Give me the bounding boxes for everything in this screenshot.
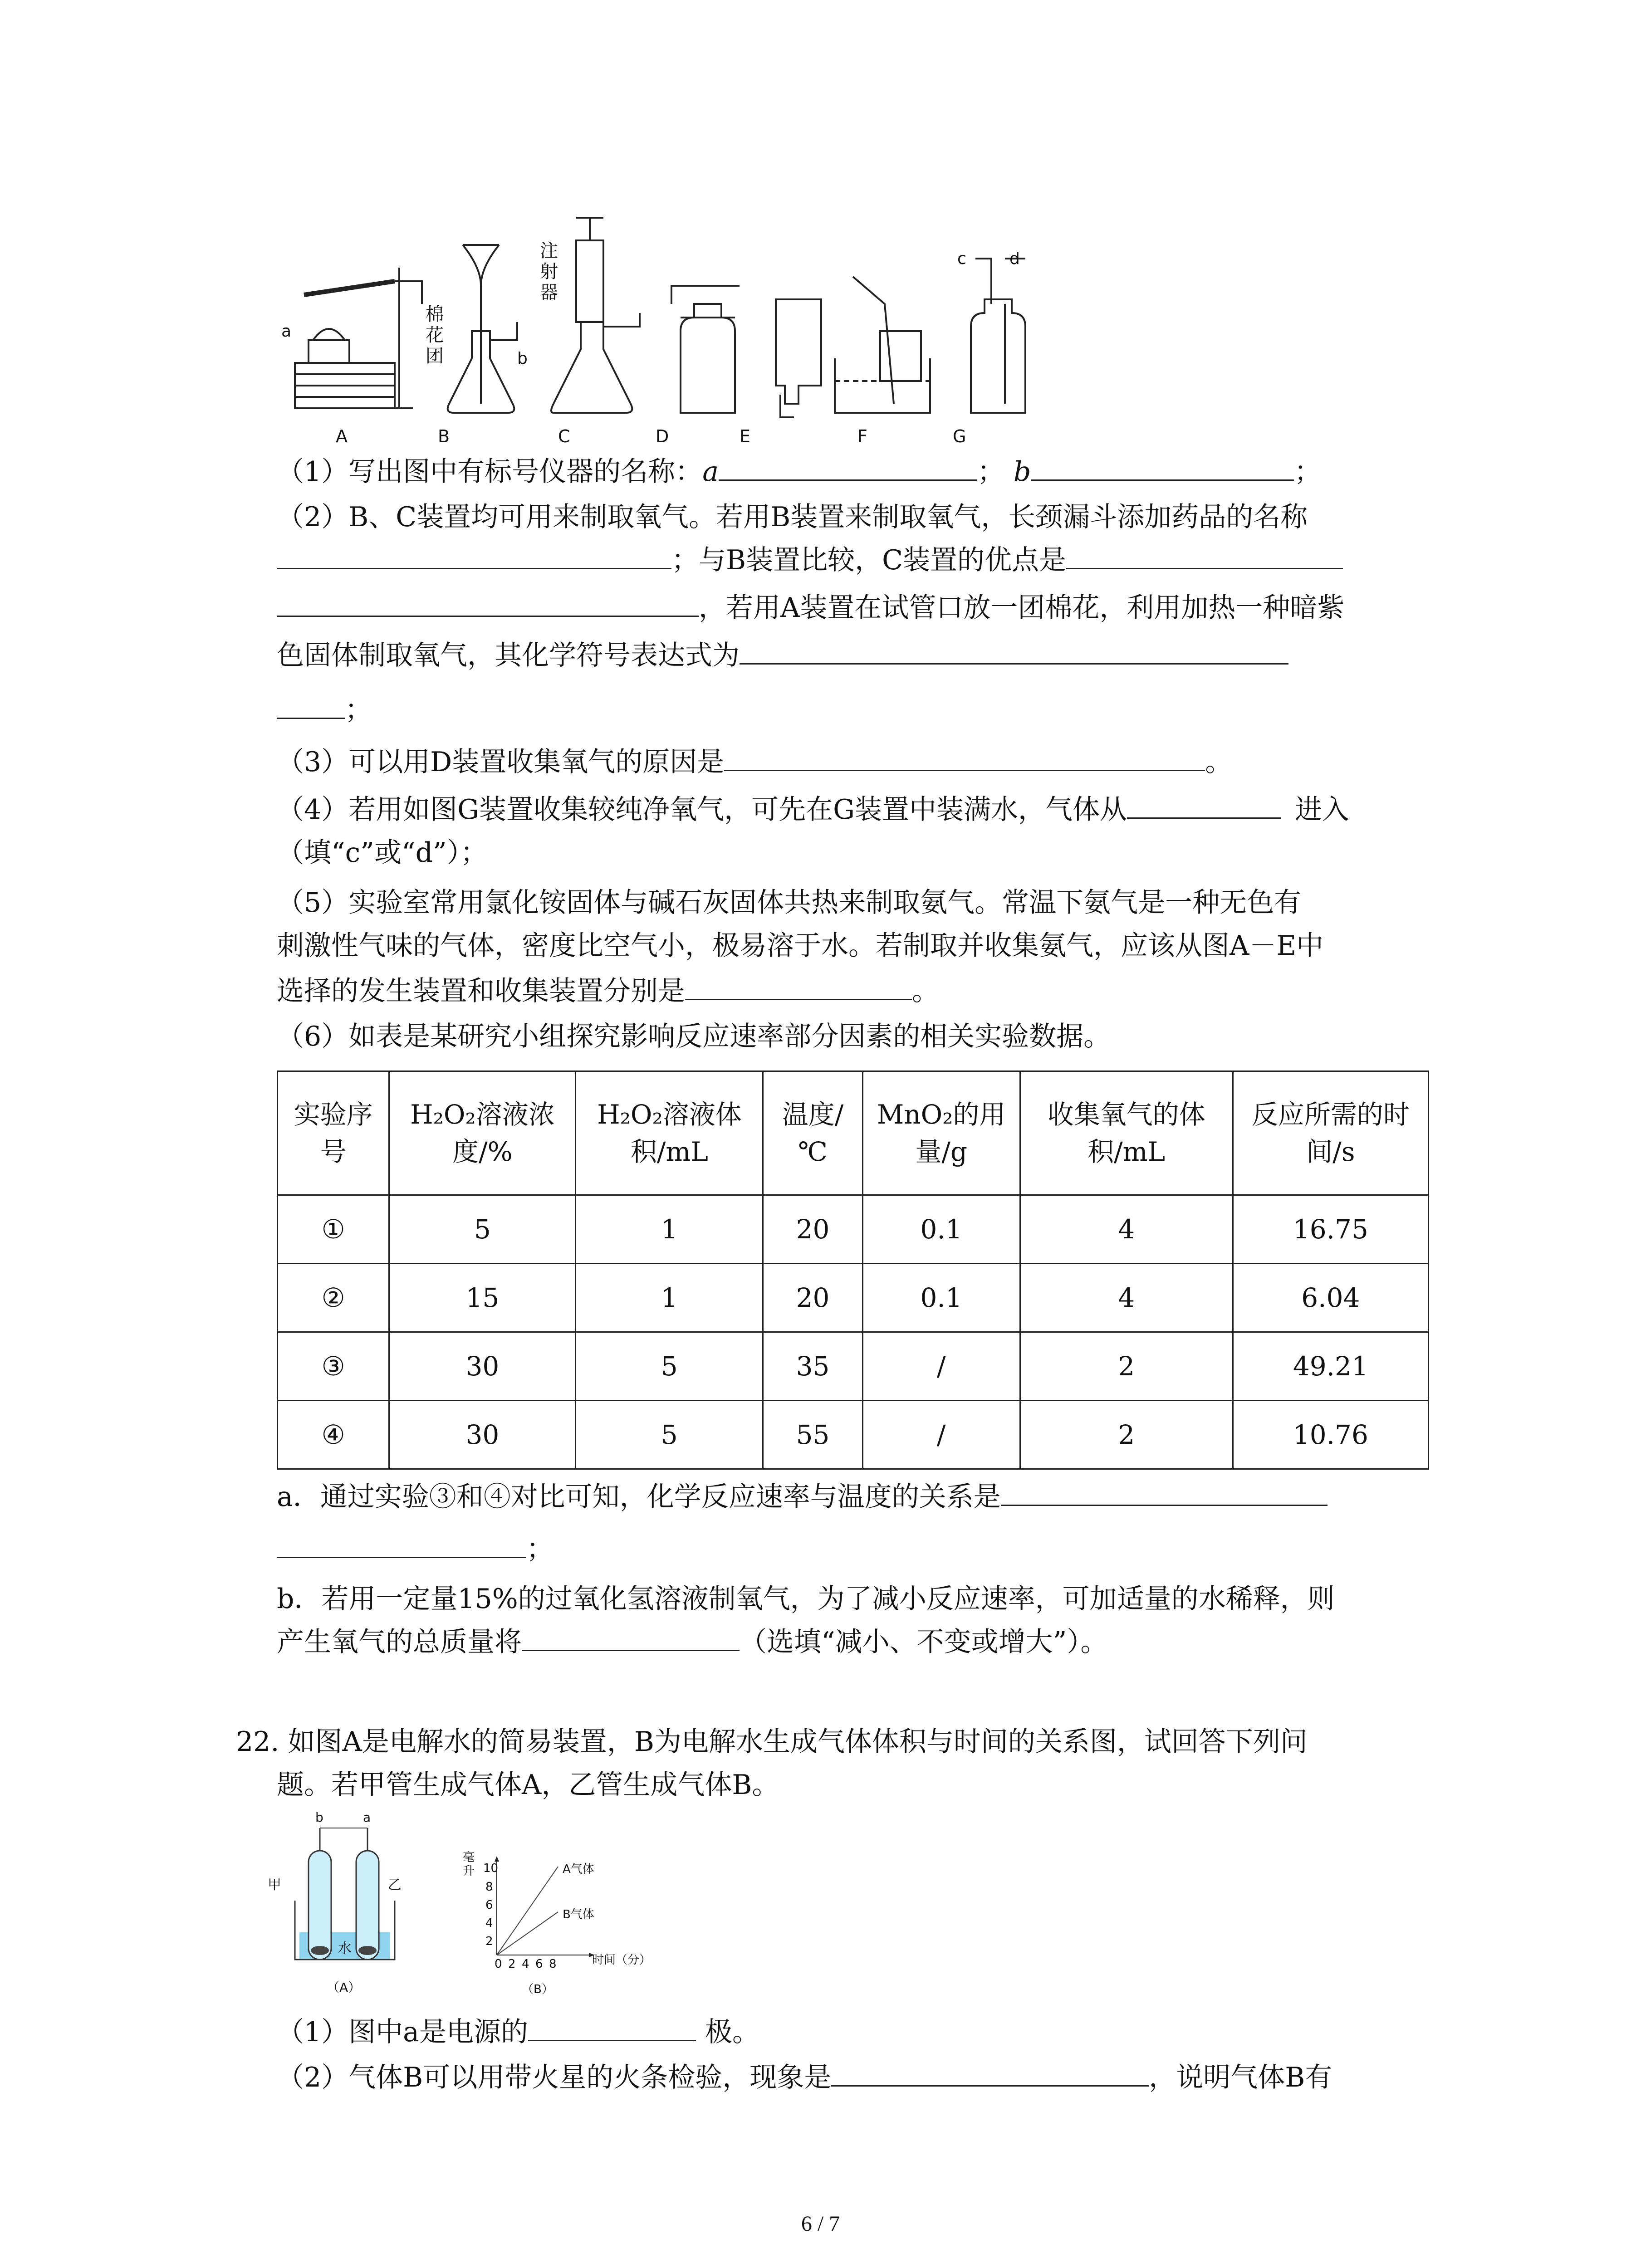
x-tick: 4 <box>522 1957 529 1971</box>
pole-a-label: a <box>363 1810 371 1825</box>
q22-2-line: （2）气体B可以用带火星的火条检验，现象是 ，说明气体B有 <box>277 2059 1332 2096</box>
header-cell: 温度/℃ <box>763 1071 862 1195</box>
answer-blank-temperature-cont[interactable] <box>277 1531 526 1558</box>
label-E: E <box>740 426 751 446</box>
y-tick: 2 <box>485 1935 493 1948</box>
table-header-row <box>278 1071 1429 1195</box>
header-cell: H₂O₂溶液体积/mL <box>576 1071 763 1195</box>
answer-blank-equation[interactable] <box>740 638 1288 665</box>
answer-blank-c-advantage[interactable] <box>1066 543 1343 569</box>
header-cell: MnO₂的用量/g <box>862 1071 1020 1195</box>
q1-line: （1）写出图中有标号仪器的名称：a ； b ； <box>277 454 1321 490</box>
answer-blank-equation-cont[interactable] <box>277 692 345 719</box>
q5-line1: （5）实验室常用氯化铵固体与碱石灰固体共热来制取氨气。常温下氨气是一种无色有 <box>277 887 1302 919</box>
series-a-label: A气体 <box>563 1862 594 1876</box>
qa-line1: a．通过实验③和④对比可知，化学反应速率与温度的关系是 <box>277 1479 1327 1515</box>
answer-blank-phenomenon[interactable] <box>831 2060 1149 2087</box>
chart-labels <box>454 1851 708 2000</box>
series-b-label: B气体 <box>563 1908 594 1921</box>
page-number: 6 / 7 <box>801 2212 840 2236</box>
x-tick: 0 <box>495 1957 502 1971</box>
x-tick: 2 <box>508 1957 516 1971</box>
q5-line2: 刺激性气味的气体，密度比空气小，极易溶于水。若制取并收集氨气，应该从图A－E中 <box>277 930 1324 962</box>
answer-blank-a[interactable] <box>719 454 977 481</box>
label-C: C <box>558 426 570 446</box>
pole-b-label: b <box>315 1810 323 1825</box>
qb-line2: 产生氧气的总质量将 （选填“减小、不变或增大”）。 <box>277 1624 1107 1660</box>
q2-line3: ，若用A装置在试管口放一团棉花，利用加热一种暗紫 <box>277 590 1344 626</box>
y-tick: 4 <box>485 1916 493 1930</box>
header-cell: 实验序号 <box>278 1071 389 1195</box>
tube-yi-label: 乙 <box>388 1877 402 1893</box>
q22-line1: 22. 如图A是电解水的简易装置，B为电解水生成气体体积与时间的关系图，试回答下列问 <box>236 1726 1308 1758</box>
marker-c: c <box>957 249 966 268</box>
water-label: 水 <box>338 1941 352 1956</box>
y-tick: 8 <box>485 1880 493 1894</box>
qa-line2: ； <box>277 1531 554 1567</box>
q5-line3: 选择的发生装置和收集装置分别是 。 <box>277 973 939 1009</box>
apparatus-labels <box>281 213 1053 454</box>
q4-line1: （4）若用如图G装置收集较纯净氧气，可先在G装置中装满水，气体从 进入 <box>277 792 1349 828</box>
label-G: G <box>953 426 966 446</box>
marker-a: a <box>281 322 292 341</box>
answer-blank-d-reason[interactable] <box>724 744 1205 771</box>
table-row: ② 15 1 20 0.1 4 6.04 <box>278 1264 1429 1332</box>
answer-blank-c-advantage-cont[interactable] <box>277 590 699 617</box>
caption-a: （A） <box>327 1980 361 1995</box>
q22-line2: 题。若甲管生成气体A，乙管生成气体B。 <box>277 1769 779 1801</box>
q2-line1: （2）B、C装置均可用来制取氧气。若用B装置来制取氧气，长颈漏斗添加药品的名称 <box>277 501 1308 533</box>
marker-d: d <box>1009 249 1020 268</box>
answer-blank-oxygen-mass[interactable] <box>522 1624 740 1651</box>
answer-blank-ammonia-apparatus[interactable] <box>685 973 912 1000</box>
q22-1-line: （1）图中a是电源的 极。 <box>277 2014 759 2050</box>
y-tick: 10 <box>483 1862 499 1875</box>
y-axis-label: 毫升 <box>463 1851 475 1878</box>
electrolysis-labels <box>259 1810 413 2000</box>
q2-line4: 色固体制取氧气，其化学符号表达式为 <box>277 637 1288 674</box>
x-tick: 8 <box>549 1957 557 1971</box>
q4-line2: （填“c”或“d”）； <box>277 837 488 869</box>
header-cell: 收集氧气的体积/mL <box>1020 1071 1233 1195</box>
q2-line5: ； <box>277 692 372 728</box>
tube-jia-label: 甲 <box>268 1877 281 1893</box>
answer-blank-funnel-reagent[interactable] <box>277 543 671 569</box>
answer-blank-b[interactable] <box>1031 454 1294 481</box>
q3-line: （3）可以用D装置收集氧气的原因是 。 <box>277 744 1232 780</box>
label-D: D <box>656 426 669 446</box>
label-F: F <box>857 426 867 446</box>
answer-blank-temperature[interactable] <box>1001 1479 1327 1506</box>
table-row: ④ 30 5 55 / 2 10.76 <box>278 1401 1429 1469</box>
q6-intro: （6）如表是某研究小组探究影响反应速率部分因素的相关实验数据。 <box>277 1021 1111 1052</box>
cotton-label: 棉花团 <box>426 304 444 367</box>
marker-b: b <box>517 349 528 368</box>
label-A: A <box>336 426 348 446</box>
label-B: B <box>438 426 450 446</box>
q2-line2: ；与B装置比较，C装置的优点是 <box>277 542 1343 578</box>
qb-line1: b．若用一定量15%的过氧化氢溶液制氧气，为了减小反应速率，可加适量的水稀释，则 <box>277 1583 1335 1615</box>
table-row: ① 5 1 20 0.1 4 16.75 <box>278 1195 1429 1264</box>
answer-blank-pole[interactable] <box>528 2014 696 2041</box>
y-tick: 6 <box>485 1898 493 1912</box>
table-row: ③ 30 5 35 / 2 49.21 <box>278 1332 1429 1401</box>
x-axis-label: 时间（分） <box>592 1953 652 1967</box>
header-cell: H₂O₂溶液浓度/% <box>389 1071 576 1195</box>
syringe-label: 注射器 <box>540 240 558 303</box>
answer-blank-inlet[interactable] <box>1127 792 1281 819</box>
header-cell: 反应所需的时间/s <box>1233 1071 1428 1195</box>
caption-b: （B） <box>522 1983 554 1996</box>
x-tick: 6 <box>535 1957 543 1971</box>
experiment-table <box>277 1070 1429 1470</box>
